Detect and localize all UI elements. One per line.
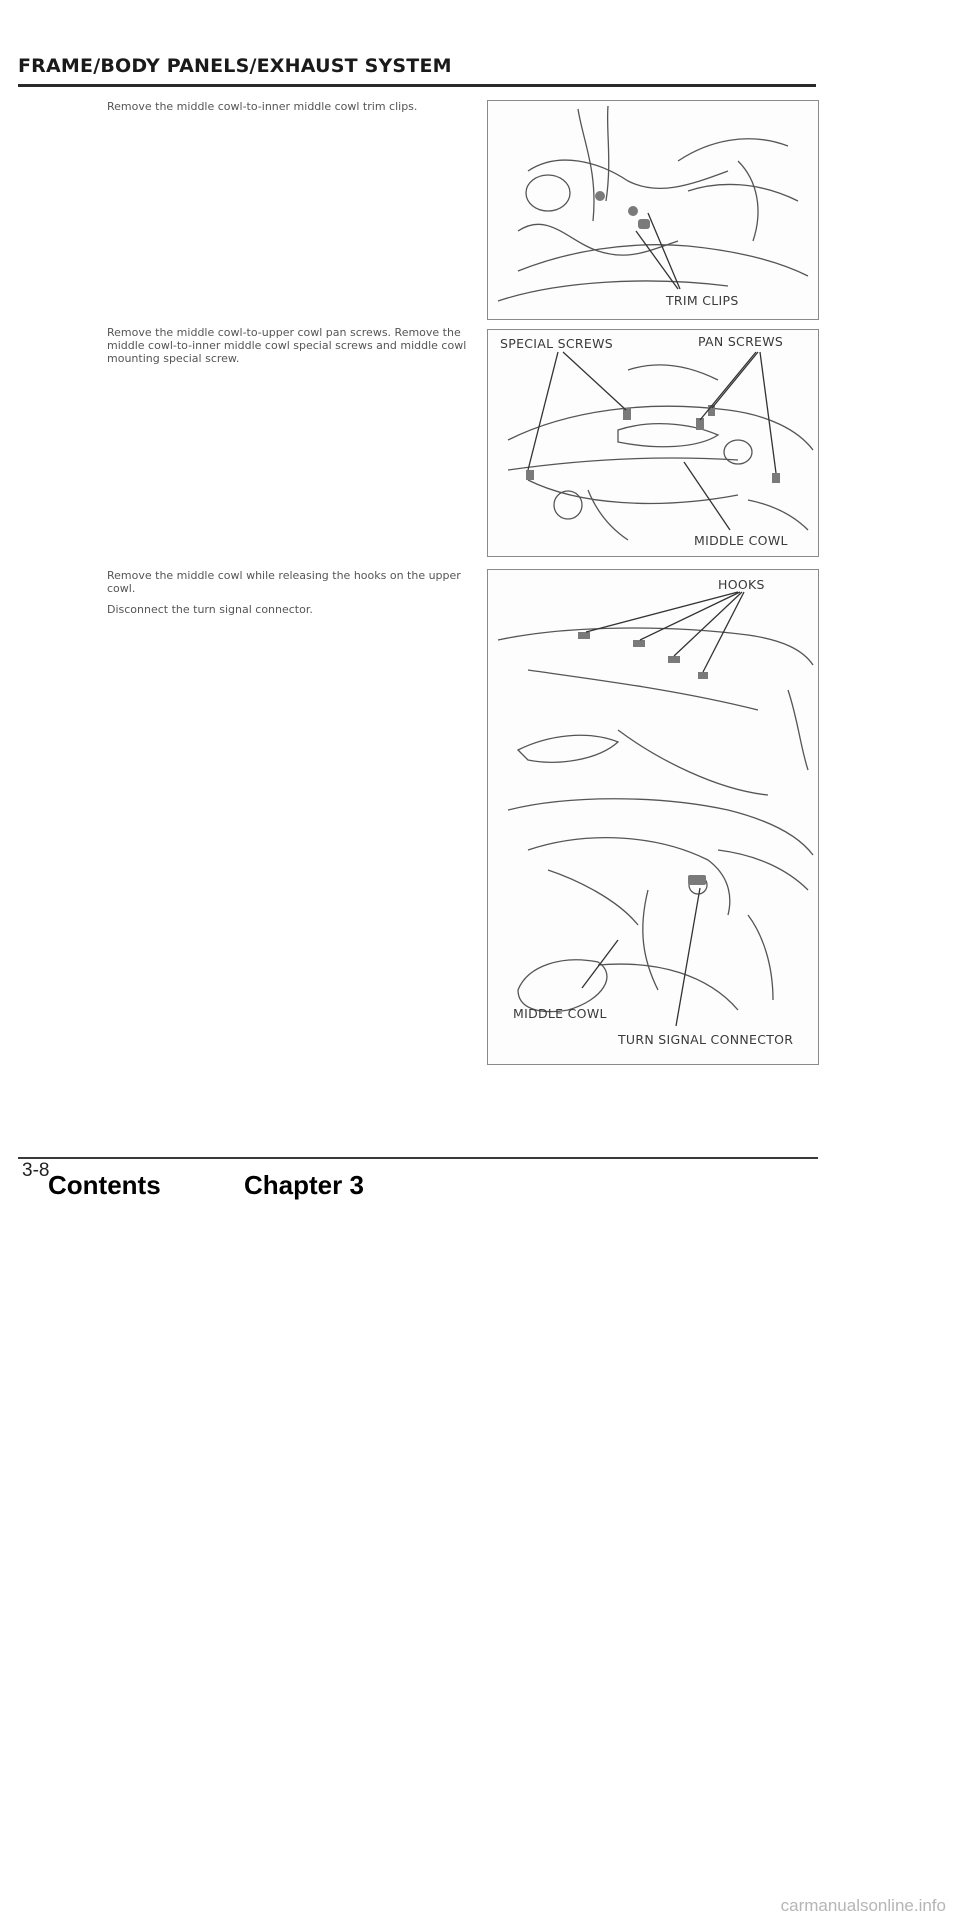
trim-clips-illustration — [488, 101, 818, 319]
instruction-step-2 — [107, 326, 477, 373]
instruction-text: Remove the middle cowl-to-inner middle cowl trim clips. — [107, 100, 418, 113]
instruction-text: Remove the middle cowl while releasing the hooks on the upper cowl. — [107, 569, 461, 595]
chapter-3-link[interactable]: Chapter 3 — [244, 1170, 364, 1200]
label-special-screws: SPECIAL SCREWS — [500, 336, 614, 351]
label-pan-screws: PAN SCREWS — [698, 334, 784, 349]
header-divider — [18, 84, 816, 87]
watermark: carmanualsonline.info — [780, 1896, 946, 1915]
label-trim-clips: TRIM CLIPS — [666, 293, 739, 308]
label-turn-signal-connector: TURN SIGNAL CONNECTOR — [618, 1032, 794, 1047]
instruction-step-3 — [107, 569, 477, 624]
figure-hooks-connector — [487, 569, 819, 1065]
pan-screws-illustration — [488, 330, 818, 556]
contents-link[interactable]: Contents — [48, 1170, 161, 1200]
instruction-text: Disconnect the turn signal connector. — [107, 603, 313, 616]
page-number: 3-8 — [22, 1160, 50, 1181]
footer-divider — [18, 1157, 818, 1159]
label-middle-cowl: MIDDLE COWL — [513, 1006, 607, 1021]
instruction-text: Remove the middle cowl-to-upper cowl pan screws. Remove the middle cowl-to-inner middle cowl special screws and middle cowl mounting special screw. — [107, 326, 467, 365]
figure-trim-clips — [487, 100, 819, 320]
figure-pan-screws — [487, 329, 819, 557]
label-middle-cowl: MIDDLE COWL — [694, 533, 788, 548]
instruction-step-1 — [107, 100, 477, 121]
hooks-connector-illustration — [488, 570, 818, 1064]
label-hooks: HOOKS — [718, 577, 765, 592]
page-header-title: FRAME/BODY PANELS/EXHAUST SYSTEM — [18, 55, 452, 77]
